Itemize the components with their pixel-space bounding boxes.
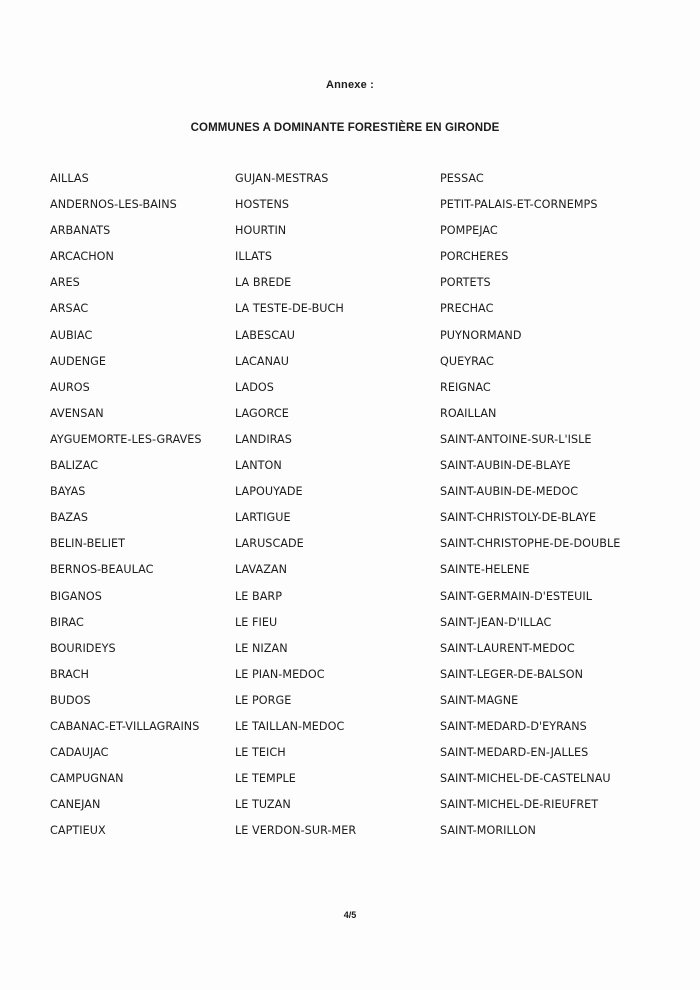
commune-name: SAINT-ANTOINE-SUR-L'ISLE — [440, 432, 592, 446]
commune-name: SAINT-MEDARD-D'EYRANS — [440, 719, 587, 733]
commune-name: SAINT-CHRISTOPHE-DE-DOUBLE — [440, 537, 621, 551]
commune-name: SAINT-JEAN-D'ILLAC — [440, 615, 552, 629]
commune-name: CAMPUGNAN — [50, 772, 124, 786]
commune-name: ARCACHON — [50, 250, 114, 264]
commune-name: LA TESTE-DE-BUCH — [235, 302, 344, 316]
communes-column-2 — [235, 171, 356, 849]
commune-name: LAPOUYADE — [235, 485, 303, 499]
commune-name: HOURTIN — [235, 224, 287, 238]
commune-name: BOURIDEYS — [50, 641, 116, 655]
commune-name: LE VERDON-SUR-MER — [235, 824, 357, 838]
commune-name: REIGNAC — [440, 380, 491, 394]
commune-name: LARTIGUE — [235, 511, 291, 525]
commune-name: BALIZAC — [50, 459, 99, 473]
commune-name: LANDIRAS — [235, 432, 292, 446]
commune-name: AILLAS — [50, 172, 89, 185]
commune-name: LE BARP — [235, 589, 283, 603]
commune-name: SAINT-LAURENT-MEDOC — [440, 641, 575, 655]
commune-name: AVENSAN — [50, 406, 104, 420]
commune-name: LANTON — [235, 459, 282, 473]
commune-name: LE TUZAN — [235, 798, 291, 812]
commune-name: SAINT-MEDARD-EN-JALLES — [440, 746, 589, 760]
commune-name: PORCHERES — [440, 250, 509, 264]
commune-name: CADAUJAC — [50, 746, 109, 760]
commune-name: GUJAN-MESTRAS — [235, 172, 329, 185]
commune-name: PORTETS — [440, 276, 491, 290]
commune-name: LAGORCE — [235, 406, 289, 420]
commune-name: SAINT-MICHEL-DE-RIEUFRET — [440, 798, 599, 812]
commune-name: LE TEICH — [235, 746, 286, 760]
commune-name: BAZAS — [50, 511, 88, 525]
commune-name: BERNOS-BEAULAC — [50, 563, 154, 577]
commune-name: LACANAU — [235, 354, 289, 368]
commune-name: AUDENGE — [50, 354, 106, 368]
commune-name: ARSAC — [50, 302, 89, 316]
commune-name: LA BREDE — [235, 276, 292, 290]
commune-name: CAPTIEUX — [50, 824, 106, 838]
commune-name: SAINT-MORILLON — [440, 824, 536, 838]
commune-name: LAVAZAN — [235, 563, 288, 577]
commune-name: SAINT-GERMAIN-D'ESTEUIL — [440, 589, 593, 603]
commune-name: BIGANOS — [50, 589, 102, 603]
commune-name: PRECHAC — [440, 302, 494, 316]
commune-name: CANEJAN — [50, 798, 101, 812]
commune-name: BUDOS — [50, 693, 91, 707]
commune-name: AUROS — [50, 380, 90, 394]
commune-name: SAINT-CHRISTOLY-DE-BLAYE — [440, 511, 597, 525]
commune-name: LE PIAN-MEDOC — [235, 667, 325, 681]
commune-name: PETIT-PALAIS-ET-CORNEMPS — [440, 198, 598, 212]
commune-name: BELIN-BELIET — [50, 537, 126, 551]
commune-name: LE TAILLAN-MEDOC — [235, 719, 345, 733]
commune-name: SAINTE-HELENE — [440, 563, 530, 577]
commune-name: ARES — [50, 276, 80, 290]
commune-name: LE FIEU — [235, 615, 278, 629]
annex-label: Annexe : — [325, 79, 375, 91]
commune-name: LADOS — [235, 380, 274, 394]
commune-name: BAYAS — [50, 485, 86, 499]
commune-name: AUBIAC — [50, 328, 93, 342]
commune-name: LARUSCADE — [235, 537, 304, 551]
page-number: 4/5 — [343, 910, 357, 920]
commune-name: SAINT-LEGER-DE-BALSON — [440, 667, 584, 681]
commune-name: POMPEJAC — [440, 224, 498, 238]
commune-name: LE PORGE — [235, 693, 292, 707]
commune-name: SAINT-MICHEL-DE-CASTELNAU — [440, 772, 611, 786]
commune-name: HOSTENS — [235, 198, 290, 212]
document-title: COMMUNES A DOMINANTE FORESTIÈRE EN GIRONDE — [190, 122, 500, 134]
communes-column-3 — [440, 171, 620, 849]
commune-name: LE NIZAN — [235, 641, 288, 655]
commune-name: ROAILLAN — [440, 406, 497, 420]
commune-name: LABESCAU — [235, 328, 296, 342]
commune-name: ILLATS — [235, 250, 273, 264]
commune-name: ARBANATS — [50, 224, 111, 238]
commune-name: QUEYRAC — [440, 354, 494, 368]
commune-name: SAINT-MAGNE — [440, 693, 519, 707]
commune-name: BRACH — [50, 667, 89, 681]
commune-name: ANDERNOS-LES-BAINS — [50, 198, 177, 212]
commune-name: AYGUEMORTE-LES-GRAVES — [50, 432, 202, 446]
commune-name: CABANAC-ET-VILLAGRAINS — [50, 719, 200, 733]
commune-name: SAINT-AUBIN-DE-MEDOC — [440, 485, 579, 499]
commune-name: LE TEMPLE — [235, 772, 296, 786]
commune-name: PUYNORMAND — [440, 328, 522, 342]
commune-name: SAINT-AUBIN-DE-BLAYE — [440, 459, 571, 473]
commune-name: BIRAC — [50, 615, 84, 629]
communes-column-1 — [50, 171, 202, 849]
commune-name: PESSAC — [440, 172, 484, 185]
